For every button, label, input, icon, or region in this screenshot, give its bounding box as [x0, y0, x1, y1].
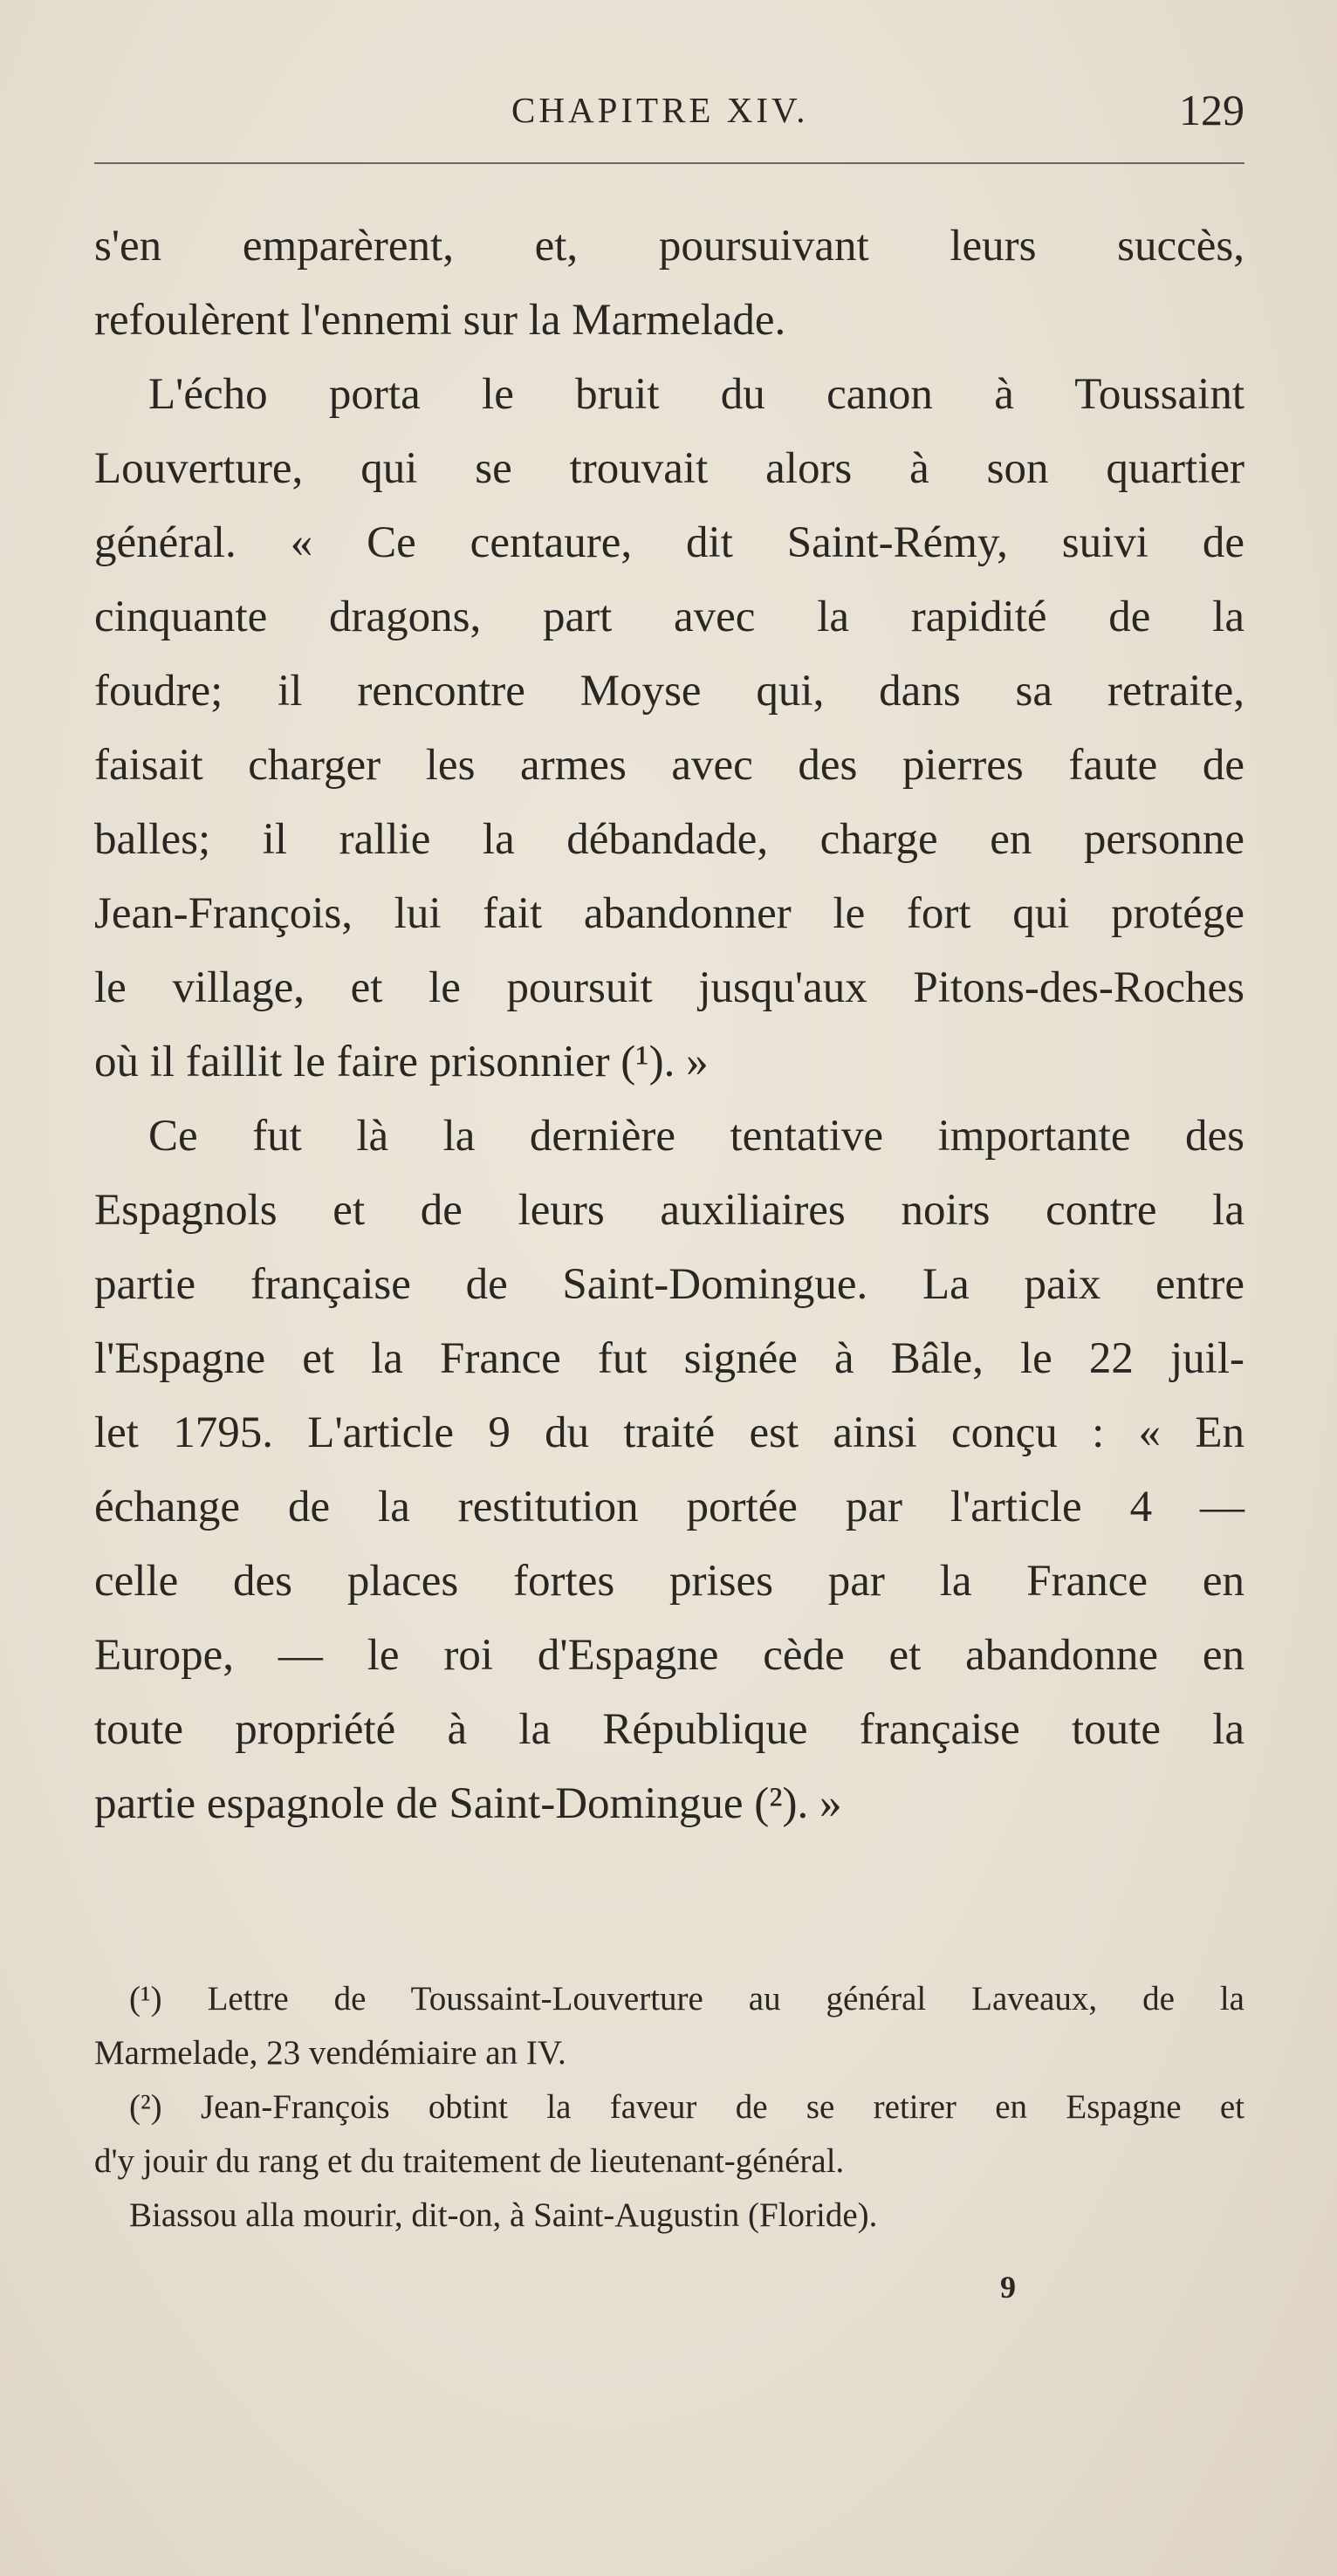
footnote-line: (²) Jean-François obtint la faveur de se retirer en Espagne et	[129, 2088, 1244, 2126]
text-line: Jean-François, lui fait abandonner le fort qui protége	[94, 889, 1244, 938]
chapter-title: CHAPITRE XIV.	[511, 90, 809, 130]
text-line: Espagnols et de leurs auxiliaires noirs contre la	[94, 1186, 1244, 1235]
footnotes	[94, 1972, 1244, 2243]
page-number: 129	[1179, 86, 1244, 134]
text-line: toute propriété à la République française toute la	[94, 1705, 1244, 1754]
footnote-line: Marmelade, 23 vendémiaire an IV.	[94, 2034, 566, 2072]
footnote-line: d'y jouir du rang et du traitement de lieutenant-général.	[94, 2142, 845, 2180]
text-line: l'Espagne et la France fut signée à Bâle, le 22 juil-	[94, 1334, 1244, 1383]
text-line: refoulèrent l'ennemi sur la Marmelade.	[94, 296, 786, 345]
body-text	[94, 209, 1244, 1841]
text-line: cinquante dragons, part avec la rapidité de la	[94, 593, 1244, 641]
running-head	[94, 80, 1244, 141]
text-line: partie espagnole de Saint-Domingue (²). »	[94, 1779, 842, 1828]
text-line: foudre; il rencontre Moyse qui, dans sa retraite,	[94, 667, 1244, 716]
text-line: balles; il rallie la débandade, charge en personne	[94, 815, 1244, 864]
text-line: L'écho porta le bruit du canon à Toussaint	[148, 370, 1244, 419]
text-line: échange de la restitution portée par l'article 4 —	[94, 1483, 1244, 1531]
text-line: s'en emparèrent, et, poursuivant leurs succès,	[94, 222, 1244, 271]
text-line: celle des places fortes prises par la France en	[94, 1557, 1244, 1606]
footnote-line: (¹) Lettre de Toussaint-Louverture au général Laveaux, de la	[129, 1980, 1244, 2018]
text-line: le village, et le poursuit jusqu'aux Pitons-des-Roches	[94, 963, 1244, 1012]
text-line: Louverture, qui se trouvait alors à son quartier	[94, 444, 1244, 493]
text-line: let 1795. L'article 9 du traité est ainsi conçu : « En	[94, 1408, 1244, 1457]
text-line: partie française de Saint-Domingue. La paix entre	[94, 1260, 1244, 1309]
text-line: Ce fut là la dernière tentative importante des	[148, 1112, 1244, 1161]
text-line: où il faillit le faire prisonnier (¹). »	[94, 1038, 709, 1086]
footnote-line: Biassou alla mourir, dit-on, à Saint-Augustin (Floride).	[129, 2196, 878, 2234]
header-rule	[94, 162, 1244, 164]
text-line: Europe, — le roi d'Espagne cède et abandonne en	[94, 1631, 1244, 1680]
text-line: général. « Ce centaure, dit Saint-Rémy, suivi de	[94, 518, 1244, 567]
text-line: faisait charger les armes avec des pierres faute de	[94, 741, 1244, 790]
signature-mark: 9	[1000, 2270, 1016, 2305]
